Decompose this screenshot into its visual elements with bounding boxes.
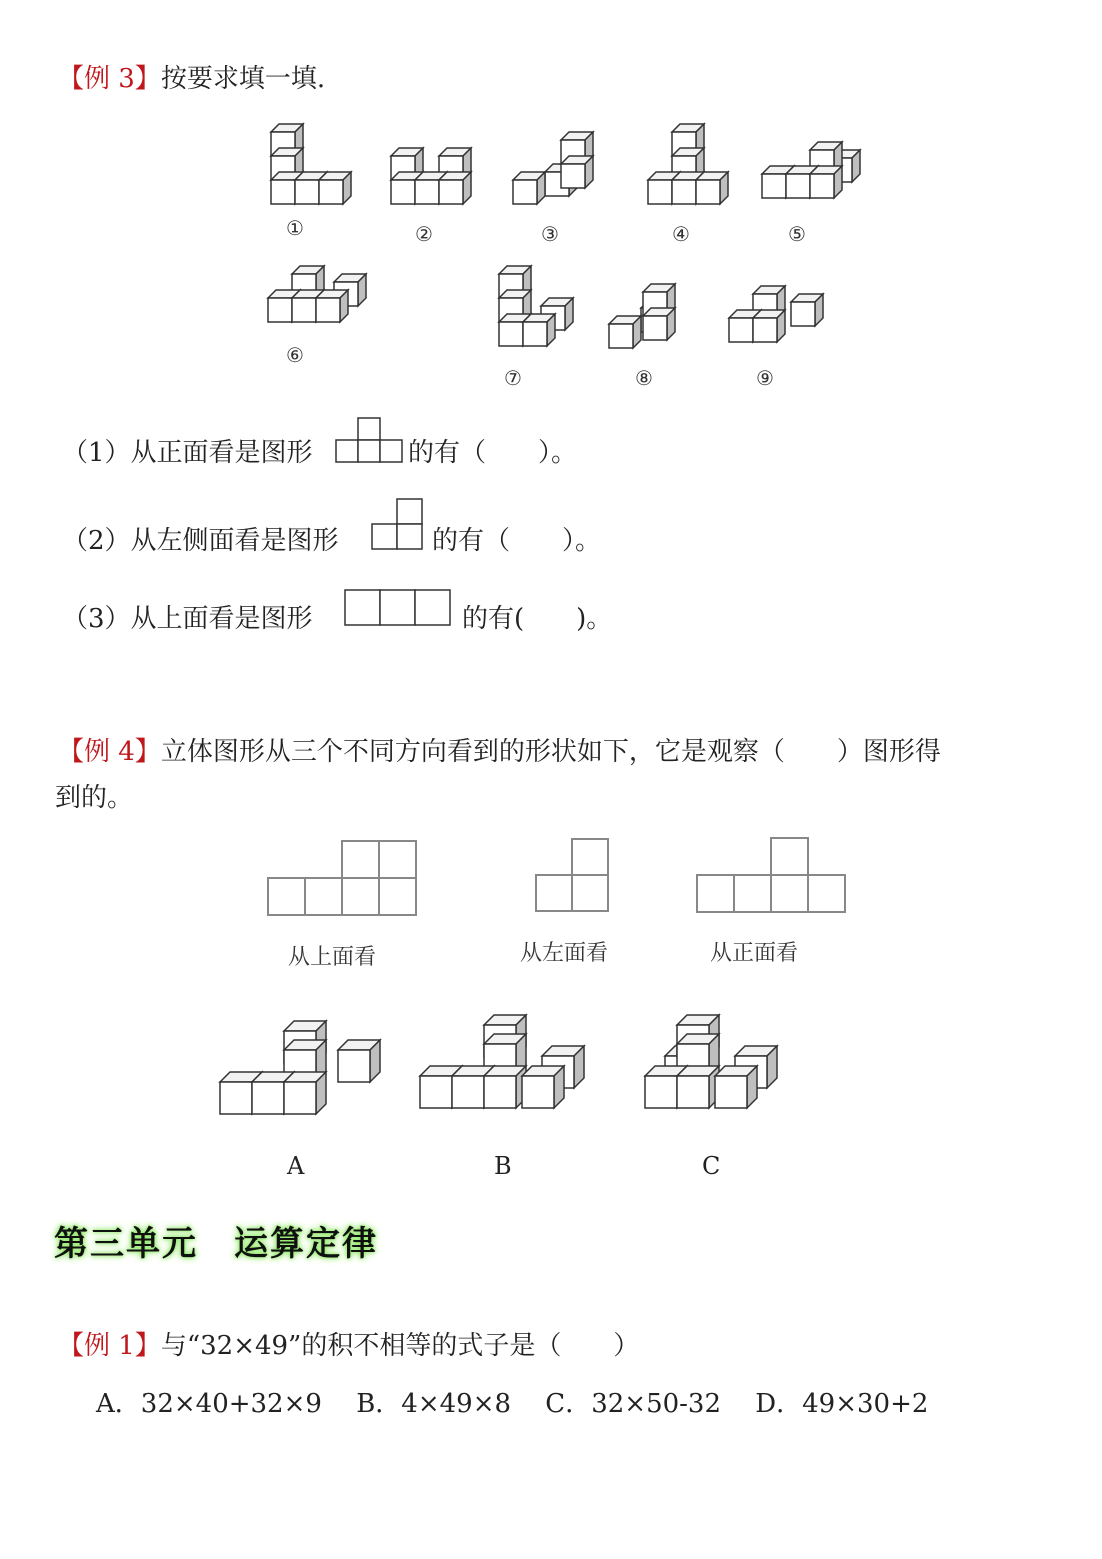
option-label-b: B [494,1152,512,1180]
ex3-text: 按要求填一填. [160,64,326,94]
figure-label-6: ⑥ [286,343,304,367]
unit-title: 第三单元 运算定律 [54,1224,378,1264]
option-label-c: C [702,1152,721,1180]
ex3-tag: 【例 3】 [58,64,161,94]
q2-prefix: （2）从左侧面看是图形 [62,526,339,556]
figure-label-7: ⑦ [504,366,522,390]
ex4-text-line2: 到的。 [55,783,134,813]
ex1-tag: 【例 1】 [58,1331,161,1361]
figure-label-9: ⑨ [756,366,774,390]
q1-suffix: 的有（ ）。 [408,438,578,468]
view-label-top: 从上面看 [288,945,377,970]
q1-prefix: （1）从正面看是图形 [62,438,313,468]
figure-label-4: ④ [672,222,690,246]
figure-label-8: ⑧ [635,366,653,390]
figure-label-1: ① [286,216,304,240]
q3-suffix: 的有( )。 [462,604,613,634]
q2-suffix: 的有（ ）。 [432,526,602,556]
q3-prefix: （3）从上面看是图形 [62,604,313,634]
option-solid-c [645,1015,777,1108]
ex1-heading [58,1331,639,1362]
view-label-left: 从左面看 [520,941,609,966]
ex1-text: 与“32×49”的积不相等的式子是（ ） [160,1331,640,1361]
figure-label-3: ③ [541,222,559,246]
option-solid-a [220,1021,380,1114]
option-solid-b [420,1015,584,1108]
ex1-options: A．32×40+32×9 B．4×49×8 C．32×50-32 D．49×30+2 [96,1389,929,1419]
ex4-tag: 【例 4】 [58,737,161,767]
ex4-text-line1: 立体图形从三个不同方向看到的形状如下，它是观察（ ）图形得 [160,737,941,767]
figure-label-5: ⑤ [788,222,806,246]
view-label-front: 从正面看 [710,941,799,966]
figure-label-2: ② [415,222,433,246]
option-label-a: A [287,1152,305,1180]
